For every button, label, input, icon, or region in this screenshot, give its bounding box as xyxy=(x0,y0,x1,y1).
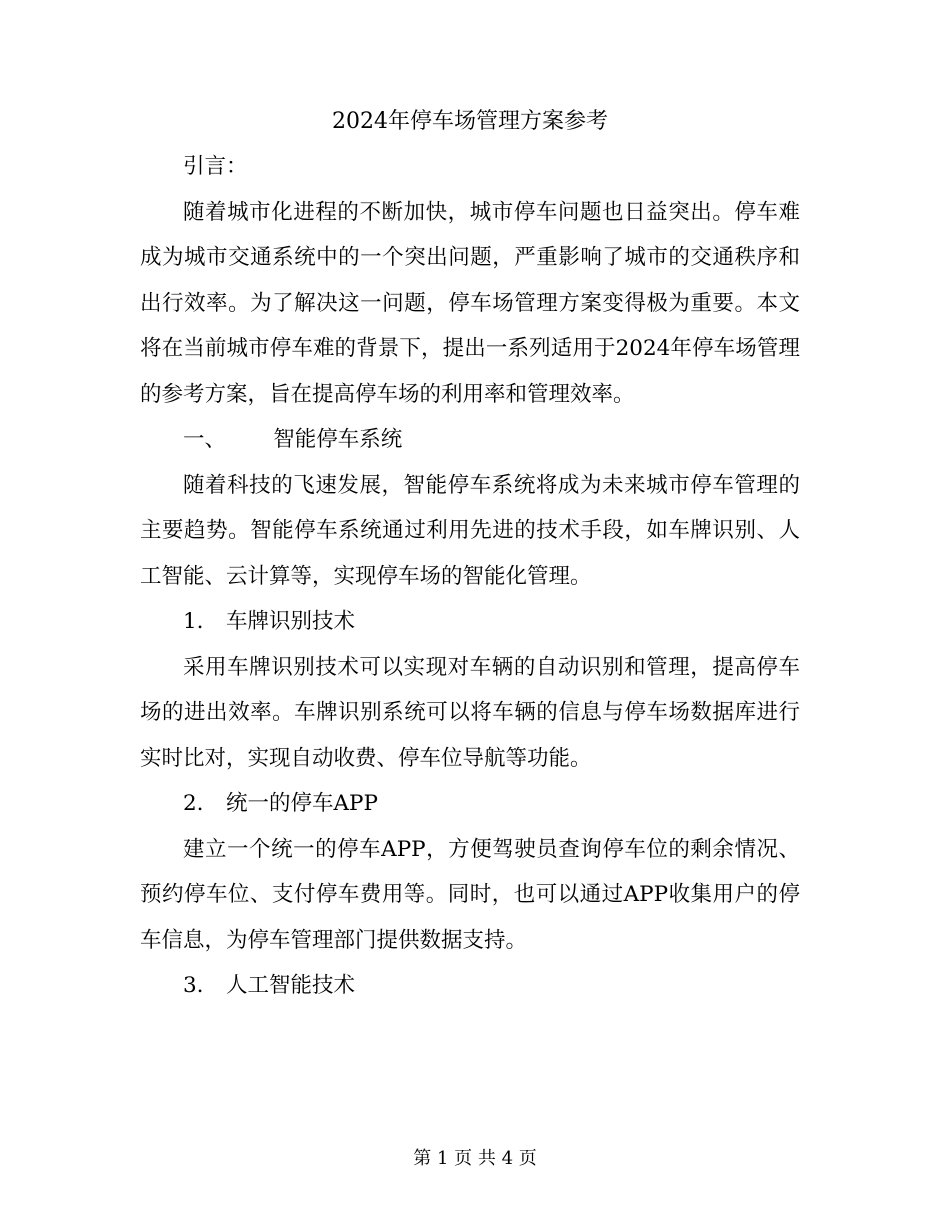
item-number: 1. xyxy=(183,609,204,634)
document-title: 2024年停车场管理方案参考 xyxy=(332,109,608,134)
page-footer: 第 1 页 共 4 页 xyxy=(413,1148,537,1169)
item-title: 人工智能技术 xyxy=(226,973,356,998)
intro-label: 引言： xyxy=(183,154,248,179)
section-number: 一、 xyxy=(183,427,227,452)
document-body xyxy=(140,100,800,1009)
section-title: 智能停车系统 xyxy=(273,427,403,452)
item-number: 3. xyxy=(183,973,204,998)
section-heading-1 xyxy=(140,417,800,463)
item-heading-3 xyxy=(140,963,800,1009)
item-2-paragraph: 建立一个统一的停车APP，方便驾驶员查询停车位的剩余情况、预约停车位、支付停车费用等。同时，也可以通过APP收集用户的停车信息，为停车管理部门提供数据支持。 xyxy=(140,836,800,953)
intro-paragraph: 随着城市化进程的不断加快，城市停车问题也日益突出。停车难成为城市交通系统中的一个突出问题，严重影响了城市的交通秩序和出行效率。为了解决这一问题，停车场管理方案变得极为重要。本文将在当前城市停车难的背景下，提出一系列适用于2024年停车场管理的参考方案，旨在提高停车场的利用率和管理效率。 xyxy=(140,199,800,407)
item-heading-1 xyxy=(140,599,800,645)
section-1-paragraph: 随着科技的飞速发展，智能停车系统将成为未来城市停车管理的主要趋势。智能停车系统通过利用先进的技术手段，如车牌识别、人工智能、云计算等，实现停车场的智能化管理。 xyxy=(140,472,800,589)
item-1-paragraph: 采用车牌识别技术可以实现对车辆的自动识别和管理，提高停车场的进出效率。车牌识别系统可以将车辆的信息与停车场数据库进行实时比对，实现自动收费、停车位导航等功能。 xyxy=(140,654,800,771)
item-title: 统一的停车APP xyxy=(226,791,378,816)
item-heading-2 xyxy=(140,781,800,827)
item-title: 车牌识别技术 xyxy=(226,609,356,634)
item-number: 2. xyxy=(183,791,204,816)
